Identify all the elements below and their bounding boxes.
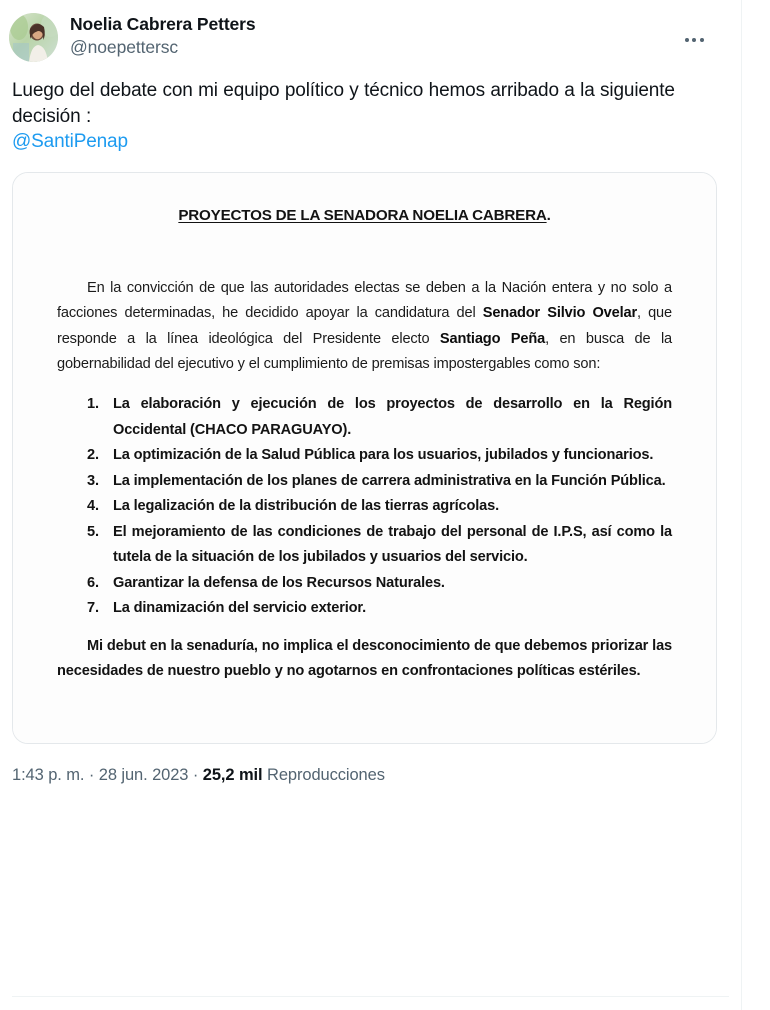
page-right-divider	[741, 0, 742, 1010]
meta-separator-1: ·	[88, 766, 95, 785]
tweet-image-card[interactable]	[12, 172, 717, 745]
list-item: La elaboración y ejecución de los proyectos de desarrollo en la Región Occidental (CHACO PARAGUAYO).	[113, 396, 672, 438]
list-item: La optimización de la Salud Pública para los usuarios, jubilados y funcionarios.	[113, 447, 654, 464]
list-item: Garantizar la defensa de los Recursos Naturales.	[113, 574, 445, 591]
list-item: La legalización de la distribución de las tierras agrícolas.	[113, 498, 499, 515]
document-project-list	[57, 392, 672, 622]
views-label: Reproducciones	[267, 766, 385, 785]
tweet-bottom-divider	[12, 996, 729, 997]
user-identity	[70, 13, 256, 59]
display-name: Noelia Cabrera Petters	[70, 14, 256, 34]
document-closing-paragraph: Mi debut en la senaduría, no implica el desconocimiento de que debemos priorizar las necesidades de nuestro pueblo y no agotarnos en confrontaciones políticas estériles.	[57, 637, 672, 680]
tweet-text	[0, 62, 729, 155]
list-item: La implementación de los planes de carrera administrativa en la Función Pública.	[113, 472, 666, 489]
document-title	[57, 207, 672, 224]
more-horizontal-icon	[685, 38, 704, 42]
paragraph-1-part-2: , que responde a la línea ideológica del Presidente electo	[57, 305, 672, 347]
tweet-time: 1:43 p. m.	[12, 766, 85, 785]
views-count: 25,2 mil	[202, 766, 263, 785]
meta-separator-2: ·	[192, 766, 199, 785]
document-title-text: PROYECTOS DE LA SENADORA NOELIA CABRERA	[178, 206, 547, 224]
mention-link-santipenap[interactable]: @SantiPenap	[12, 131, 128, 152]
list-item: La dinamización del servicio exterior.	[113, 600, 367, 617]
tweet-metadata	[0, 744, 729, 785]
paragraph-1-bold-2: Santiago Peña	[439, 330, 546, 347]
document-image	[13, 173, 716, 744]
paragraph-1-bold-1: Senador Silvio Ovelar	[482, 305, 638, 321]
list-item: El mejoramiento de las condiciones de trabajo del personal de I.P.S, así como la tutela de la situación de los jubilados y usuarios del servicio.	[113, 523, 672, 566]
document-paragraph-1	[57, 276, 672, 378]
avatar[interactable]	[9, 13, 58, 62]
tweet-header	[0, 13, 729, 62]
user-handle: @noepettersc	[70, 37, 179, 58]
avatar-image	[9, 13, 58, 62]
more-options-button[interactable]	[677, 23, 711, 57]
tweet-body-text: Luego del debate con mi equipo político y técnico hemos arribado a la siguiente decisión :	[12, 80, 675, 127]
document-title-period: .	[546, 206, 551, 224]
paragraph-1-part-1: En la convicción de que las autoridades electas se deben a la Nación entera y no solo a facciones determinadas, he decidido apoyar la candidatura del	[57, 279, 672, 321]
tweet-date: 28 jun. 2023	[98, 766, 189, 785]
paragraph-1-part-3: , en busca de la gobernabilidad del ejecutivo y el cumplimiento de premisas impostergables como son:	[57, 330, 672, 372]
